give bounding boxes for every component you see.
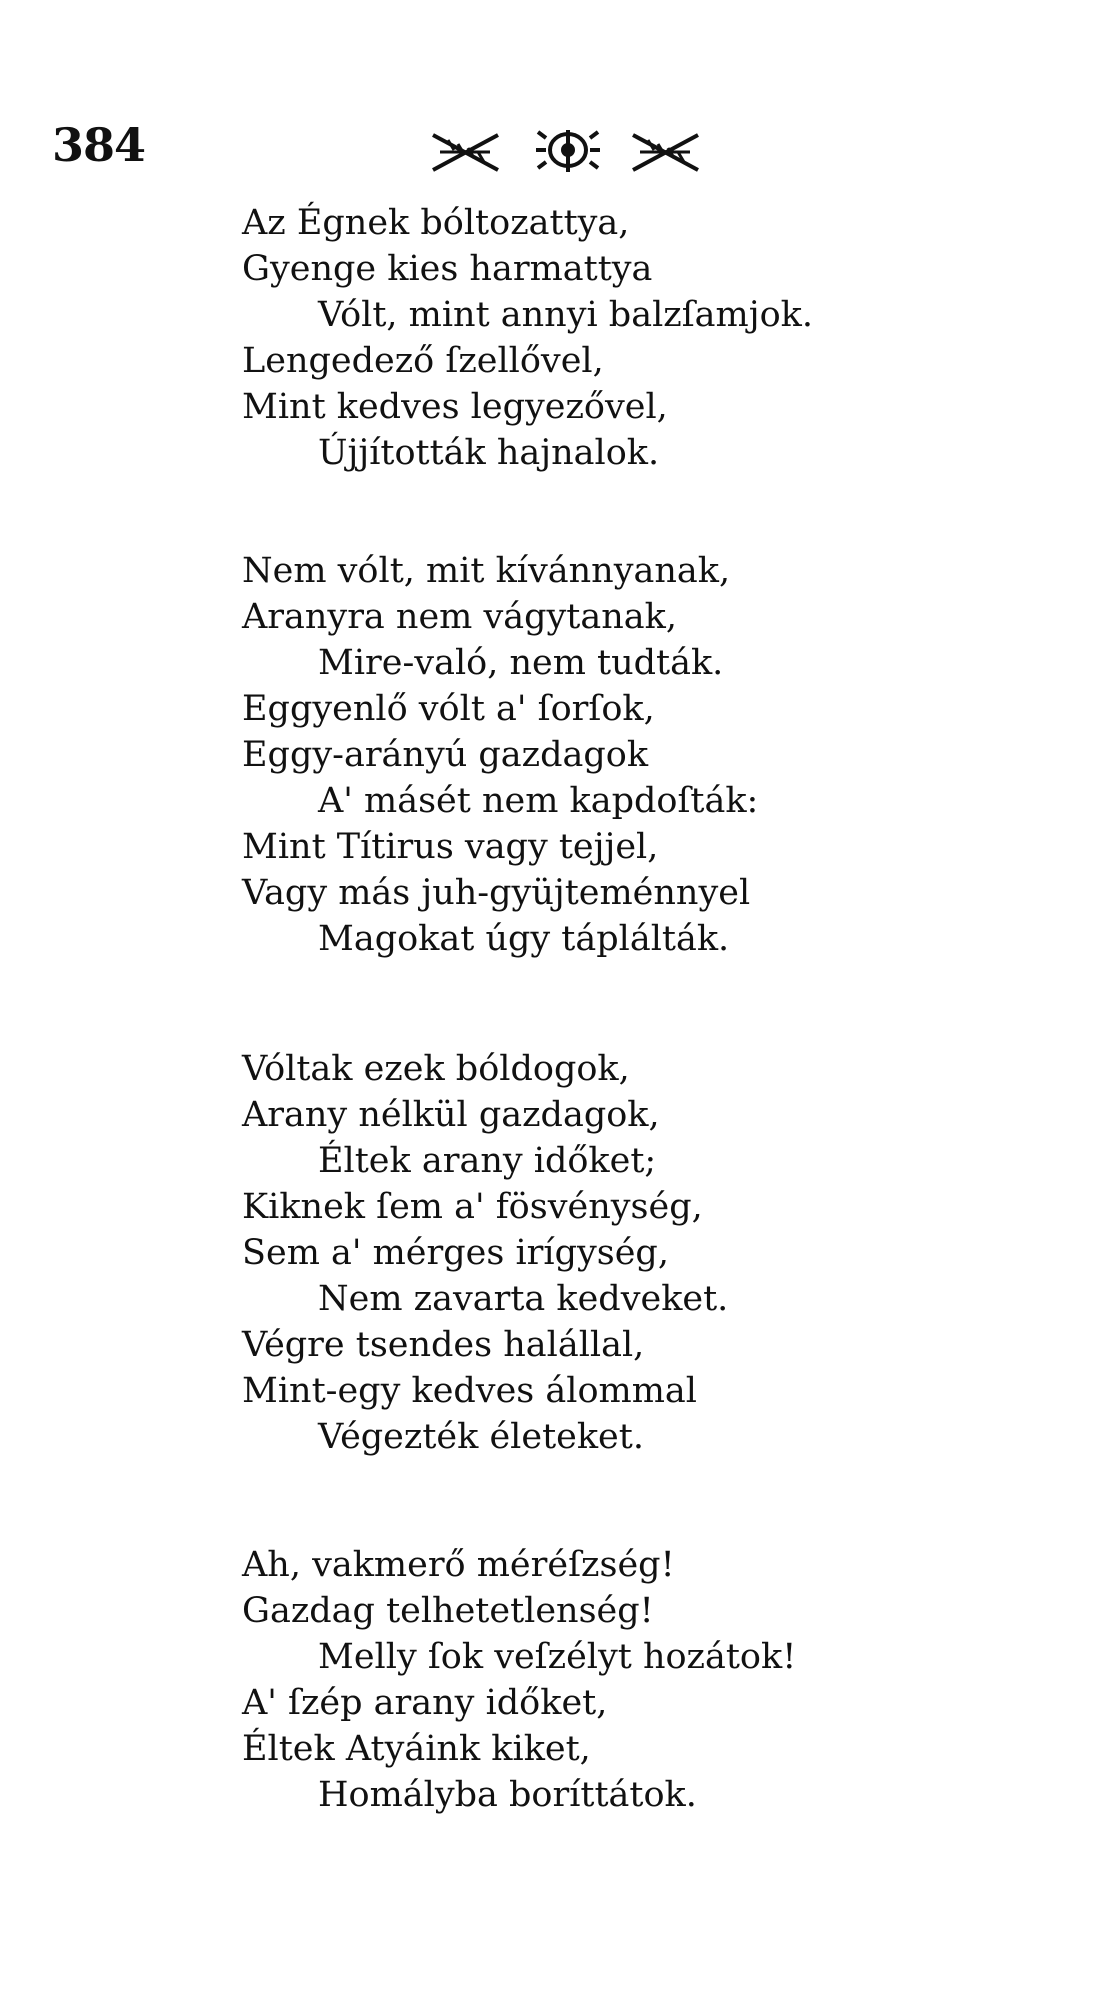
page-number: 384	[52, 118, 146, 172]
poem-line: Nem vólt, mit kívánnyanak,	[242, 551, 731, 591]
poem-line: Aranyra nem vágytanak,	[242, 597, 677, 637]
poem-line: A' másét nem kapdoſták:	[318, 781, 759, 821]
poem-line: Sem a' mérges irígység,	[242, 1233, 669, 1273]
poem-line: Ah, vakmerő méréſzség!	[242, 1545, 675, 1585]
poem-line: Éltek Atyáink kiket,	[242, 1729, 591, 1769]
poem-line: Gyenge kies harmattya	[242, 249, 653, 289]
poem-line: Mint kedves legyezővel,	[242, 387, 668, 427]
poem-line: Vólt, mint annyi balzſamjok.	[318, 295, 813, 335]
poem-line: Eggy-arányú gazdagok	[242, 735, 649, 775]
poem-line: Mint Títirus vagy tejjel,	[242, 827, 659, 867]
poem-line: Magokat úgy táplálták.	[318, 919, 730, 959]
poem-line: Arany nélkül gazdagok,	[242, 1095, 660, 1135]
poem-line: Melly ſok veſzélyt hozátok!	[318, 1637, 797, 1677]
poem-line: Éltek arany időket;	[318, 1141, 657, 1181]
poem-line: Végezték életeket.	[318, 1417, 644, 1457]
poem-line: Homályba boríttátok.	[318, 1775, 697, 1815]
poem-line: Kiknek ſem a' fösvénység,	[242, 1187, 703, 1227]
poem-line: Gazdag telhetetlenség!	[242, 1591, 654, 1631]
poem-line: Mint-egy kedves álommal	[242, 1371, 697, 1411]
poem-line: Vagy más juh-gyüjteménnyel	[242, 873, 751, 913]
poem-line: Vóltak ezek bóldogok,	[242, 1049, 630, 1089]
poem-line: Mire-való, nem tudták.	[318, 643, 724, 683]
poem-line: Újjították hajnalok.	[318, 433, 660, 473]
poem-line: Végre tsendes halállal,	[242, 1325, 645, 1365]
poem-line: A' ſzép arany időket,	[242, 1683, 608, 1723]
poem-line: Eggyenlő vólt a' ſorſok,	[242, 689, 655, 729]
poem-line: Az Égnek bóltozattya,	[242, 203, 630, 243]
poem-line: Nem zavarta kedveket.	[318, 1279, 729, 1319]
poem-line: Lengedező ſzellővel,	[242, 341, 604, 381]
